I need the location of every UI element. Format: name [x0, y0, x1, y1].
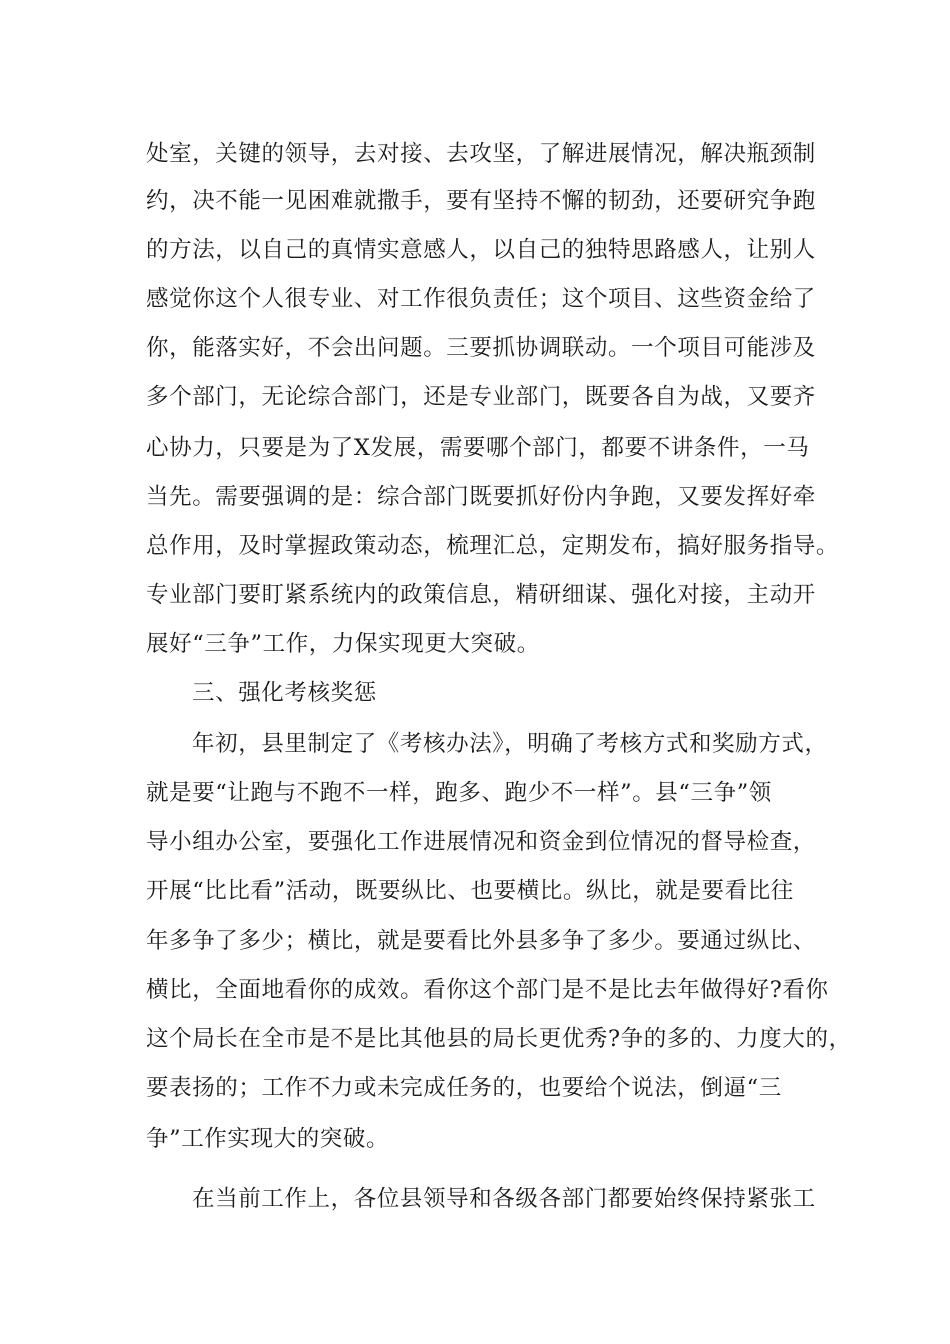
text-line: 专业部门要盯紧系统内的政策信息，精研细谋、强化对接，主动开 [146, 582, 816, 608]
paragraph-first-line: 年初，县里制定了《考核办法》，明确了考核方式和奖励方式， [192, 731, 828, 757]
text-line: 约，决不能一见困难就撒手，要有坚持不懈的韧劲，还要研究争跑 [146, 188, 816, 214]
text-line: 要表扬的；工作不力或未完成任务的，也要给个说法，倒逼“三 [146, 1075, 782, 1101]
text-line: 开展“比比看”活动，既要纵比、也要横比。纵比，就是要看比往 [146, 878, 794, 904]
text-line: 的方法，以自己的真情实意感人，以自己的独特思路感人，让别人 [146, 237, 816, 263]
paragraph-first-line: 在当前工作上，各位县领导和各级各部门都要始终保持紧张工 [192, 1186, 816, 1212]
text-line: 处室，关键的领导，去对接、去攻坚，了解进展情况，解决瓶颈制 [146, 141, 816, 167]
text-line: 年多争了多少；横比，就是要看比外县多争了多少。要通过纵比、 [146, 928, 816, 954]
text-line: 导小组办公室，要强化工作进展情况和资金到位情况的督导检查， [146, 829, 816, 855]
section-heading: 三、强化考核奖惩 [192, 680, 377, 706]
text-line: 横比，全面地看你的成效。看你这个部门是不是比去年做得好?看你 [146, 977, 829, 1003]
text-line: 展好“三争”工作，力保实现更大突破。 [146, 631, 540, 657]
text-line: 心协力，只要是为了X发展，需要哪个部门，都要不讲条件，一马 [146, 435, 810, 461]
text-line: 总作用，及时掌握政策动态，梳理汇总，定期发布，搞好服务指导。 [146, 533, 840, 559]
text-line: 你，能落实好，不会出问题。三要抓协调联动。一个项目可能涉及 [146, 335, 816, 361]
text-line: 争”工作实现大的突破。 [146, 1126, 390, 1152]
text-line: 就是要“让跑与不跑不一样，跑多、跑少不一样”。县“三争”领 [146, 780, 772, 806]
text-line: 这个局长在全市是不是比其他县的局长更优秀?争的多的、力度大的， [146, 1026, 852, 1052]
text-line: 感觉你这个人很专业、对工作很负责任；这个项目、这些资金给了 [146, 286, 816, 312]
text-line: 多个部门，无论综合部门，还是专业部门，既要各自为战，又要齐 [146, 384, 816, 410]
text-line: 当先。需要强调的是：综合部门既要抓好份内争跑，又要发挥好牵 [146, 484, 816, 510]
